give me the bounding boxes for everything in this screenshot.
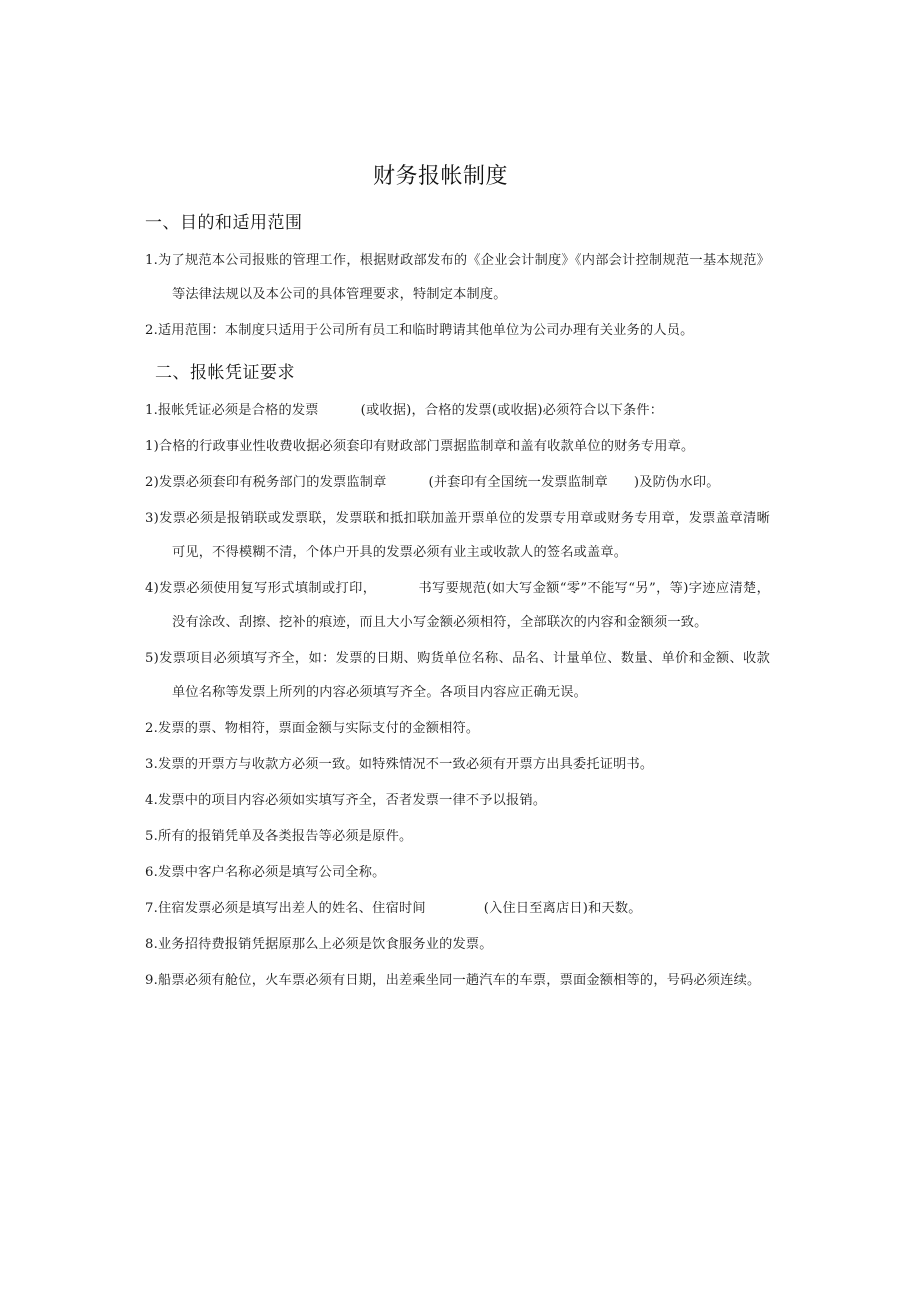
clause-text: (入住日至离店日)和天数。 — [483, 901, 642, 916]
clause-text: 1.报帐凭证必须是合格的发票 — [145, 403, 319, 418]
clause-paragraph — [145, 856, 770, 890]
clause-text: 1)合格的行政事业性收费收据必须套印有财政部门票据监制章和盖有收款单位的财务专用章。 — [145, 439, 695, 454]
clause-text: 9.船票必须有舱位，火车票必须有日期，出差乘坐同一趟汽车的车票，票面金额相等的，号码必须连续。 — [145, 973, 761, 988]
section-heading: 二、报帐凭证要求 — [155, 363, 295, 383]
clause-paragraph — [145, 964, 770, 998]
clause-text: (并套印有全国统一发票监制章 — [428, 475, 608, 490]
clause-text: 4)发票必须使用复写形式填制或打印， — [145, 581, 377, 596]
clause-text: 1.为了规范本公司报账的管理工作，根据财政部发布的《企业会计制度》《内部会计控制规范一基本规范》等法律法规以及本公司的具体管理要求，特制定本制度。 — [145, 253, 770, 302]
clause-text: 2)发票必须套印有税务部门的发票监制章 — [145, 475, 387, 490]
clause-text: 5)发票项目必须填写齐全，如：发票的日期、购货单位名称、品名、计量单位、数量、单价和金额、收款单位名称等发票上所列的内容必须填写齐全。各项目内容应正确无误。 — [145, 651, 770, 700]
clause-paragraph — [145, 502, 770, 570]
clause-text: 6.发票中客户名称必须是填写公司全称。 — [145, 865, 386, 880]
section-heading: 一、目的和适用范围 — [145, 213, 303, 233]
clause-paragraph — [145, 244, 770, 312]
clause-text: 7.住宿发票必须是填写出差人的姓名、住宿时间 — [145, 901, 426, 916]
clause-text: )及防伪水印。 — [633, 475, 720, 490]
clause-text: 8.业务招待费报销凭据原那么上必须是饮食服务业的发票。 — [145, 937, 493, 952]
clause-paragraph — [145, 712, 770, 746]
clause-paragraph — [145, 314, 770, 348]
clause-text: 2.发票的票、物相符，票面金额与实际支付的金额相符。 — [145, 721, 480, 736]
clause-text: 4.发票中的项目内容必须如实填写齐全，否者发票一律不予以报销。 — [145, 793, 547, 808]
clause-text: 书写要规范(如大写金额“零”不能写“另”，等)字迹应清楚，没有涂改、刮擦、挖补的痕迹，而且大小写金额必须相符，全部联次的内容和金额须一致。 — [172, 581, 770, 630]
document-sections — [145, 208, 770, 998]
clause-text: 3.发票的开票方与收款方必须一致。如特殊情况不一致必须有开票方出具委托证明书。 — [145, 757, 654, 772]
clause-paragraph — [145, 430, 770, 464]
clause-text: (或收据)，合格的发票(或收据)必须符合以下条件： — [360, 403, 664, 418]
clause-text: 3)发票必须是报销联或发票联，发票联和抵扣联加盖开票单位的发票专用章或财务专用章，发票盖章清晰可见，不得模糊不清，个体户开具的发票必须有业主或收款人的签名或盖章。 — [145, 511, 770, 560]
clause-paragraph — [145, 572, 770, 640]
clause-paragraph — [145, 394, 770, 428]
clause-paragraph — [145, 892, 770, 926]
clause-paragraph — [145, 928, 770, 962]
page-title: 财务报帐制度 — [372, 164, 508, 189]
clause-text: 2.适用范围：本制度只适用于公司所有员工和临时聘请其他单位为公司办理有关业务的人员。 — [145, 323, 694, 338]
document-body — [145, 160, 770, 1000]
clause-paragraph — [145, 784, 770, 818]
clause-text: 5.所有的报销凭单及各类报告等必须是原件。 — [145, 829, 413, 844]
clause-paragraph — [145, 642, 770, 710]
clause-paragraph — [145, 466, 770, 500]
clause-paragraph — [145, 820, 770, 854]
clause-paragraph — [145, 748, 770, 782]
